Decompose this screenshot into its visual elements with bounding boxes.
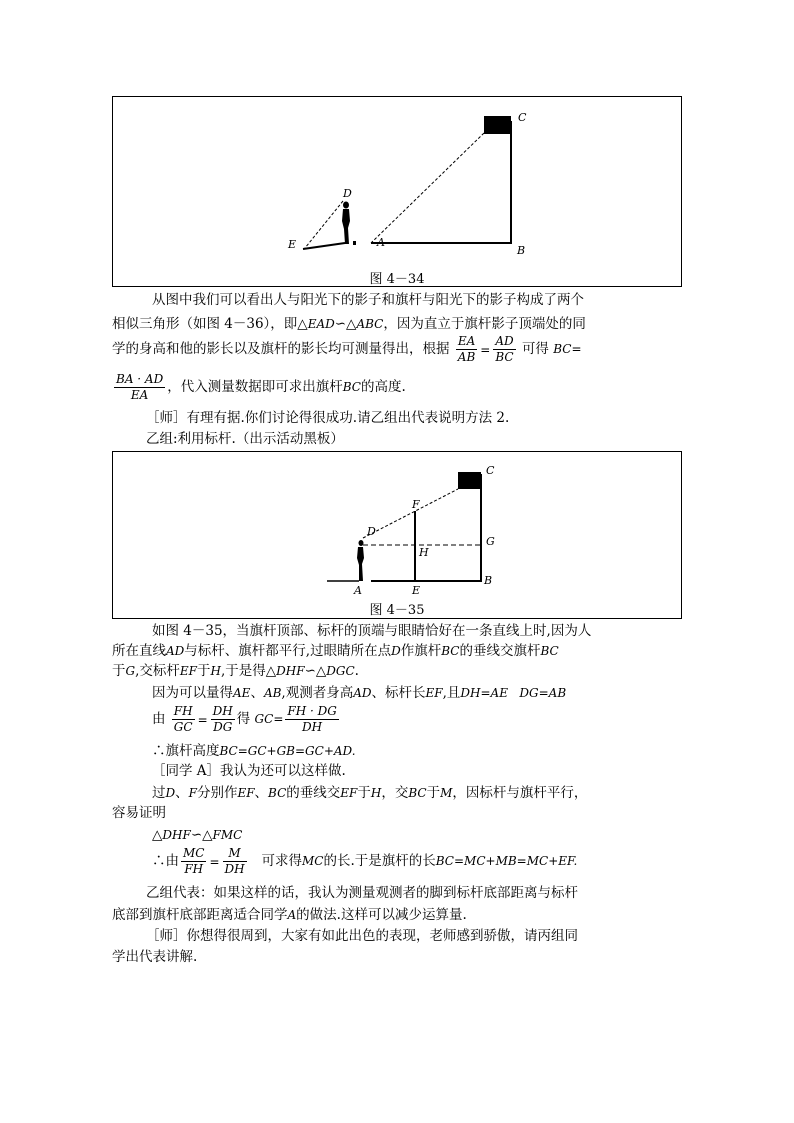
figure-4-35-drawing (113, 452, 683, 620)
label-E: E (412, 584, 421, 597)
para9-formula: ∴由 $\frac{MC}{FH}$ = $\frac{M}{DH}$ 可求得MC的长.于是旗杆的长BC=MC+MB=MC+EF. (152, 846, 578, 876)
para1-line1: 从图中我们可以看出人与阳光下的影子和旗杆与阳光下的影子构成了两个 (152, 292, 584, 308)
flag-icon (484, 116, 511, 134)
label-H: H (419, 546, 429, 559)
para7-line1: 过D、F分别作EF、BC的垂线交EF于H，交BC于M，因标杆与旗杆平行， (152, 785, 588, 801)
sun-ray-CA (371, 133, 484, 243)
para3: 因为可以量得AE、AB,观测者身高AD、标杆长EF,且DH=AE DG=AB (152, 685, 567, 701)
para2-line1: 如图 4－35，当旗杆顶部、标杆的顶端与眼睛恰好在一条直线上时,因为人 (152, 623, 592, 639)
para10-line2: 底部到旗杆底部距离适合同学A的做法.这样可以减少运算量. (112, 907, 467, 923)
para6: ［同学 A］我认为还可以这样做. (152, 763, 346, 779)
figure-4-34 (112, 96, 682, 287)
teacher-remark-1: ［师］有理有据.你们讨论得很成功.请乙组出代表说明方法 2. (146, 410, 510, 426)
label-C: C (486, 464, 495, 477)
para2-line2: 所在直线AD与标杆、旗杆都平行,过眼睛所在点D作旗杆BC的垂线交旗杆BC (112, 643, 559, 659)
label-G: G (486, 535, 495, 548)
person-figure (357, 540, 364, 581)
para7-line2: 容易证明 (112, 805, 166, 821)
para2-line3: 于G,交标杆EF于H,于是得△DHF∽△DGC. (112, 663, 359, 679)
para4-formula: 由 $\frac{FH}{GC}$ = $\frac{DH}{DG}$ 得 GC= $\frac{FH \cdot DG}{DH}$ (152, 704, 337, 734)
para1-line2: 相似三角形（如图 4－36），即△EAD∽△ABC，因为直立于旗杆影子顶端处的同 (112, 316, 586, 332)
group-b-intro: 乙组:利用标杆.（出示活动黑板） (146, 431, 344, 447)
para5: ∴旗杆高度BC=GC+GB=GC+AD. (152, 743, 356, 759)
fraction-DH-DG: $\frac{DH}{DG}$ (212, 704, 233, 734)
para8: △DHF∽△FMC (152, 827, 243, 843)
fraction-AD-BC: $\frac{AD}{BC}$ (495, 334, 514, 364)
label-A: A (377, 236, 385, 249)
fraction-M-DH: $\frac{M}{DH}$ (224, 846, 245, 876)
fraction-BAAD-EA: $\frac{BA \cdot AD}{EA}$ (116, 372, 164, 402)
sun-ray-DE (305, 201, 343, 248)
label-B: B (517, 244, 526, 257)
shadow-line (303, 243, 345, 249)
figure-4-35 (112, 451, 682, 619)
fraction-FHDG-DH: $\frac{FH \cdot DG}{DH}$ (287, 704, 337, 734)
para11-line1: ［师］你想得很周到，大家有如此出色的表现，老师感到骄傲，请丙组同 (146, 928, 578, 944)
fraction-MC-FH: $\frac{MC}{FH}$ (183, 846, 205, 876)
label-D: D (367, 525, 376, 538)
label-D: D (343, 187, 352, 200)
para11-line2: 学出代表讲解. (112, 949, 198, 965)
para1-line3: 学的身高和他的影长以及旗杆的影长均可测量得出，根据 $\frac{EA}{AB}$ = $\frac{AD}{BC}$ 可得 BC= (112, 334, 582, 364)
para1-line4: $\frac{BA \cdot AD}{EA}$ ，代入测量数据即可求出旗杆BC的高度. (116, 372, 406, 402)
person-figure (342, 202, 356, 246)
figure-4-34-caption: 图 4－34 (369, 272, 425, 287)
label-F: F (412, 498, 420, 511)
label-E: E (288, 238, 297, 251)
fraction-EA-AB: $\frac{EA}{AB}$ (457, 334, 476, 364)
figure-4-34-drawing (113, 97, 683, 288)
label-B: B (484, 574, 493, 587)
figure-4-35-caption: 图 4－35 (369, 603, 425, 618)
para10-line1: 乙组代表：如果这样的话，我认为测量观测者的脚到标杆底部距离与标杆 (146, 885, 578, 901)
label-C: C (518, 111, 527, 124)
sight-line-DC (363, 489, 458, 538)
label-A: A (354, 584, 362, 597)
fraction-FH-GC: $\frac{FH}{GC}$ (173, 704, 193, 734)
flag-icon (458, 472, 481, 489)
